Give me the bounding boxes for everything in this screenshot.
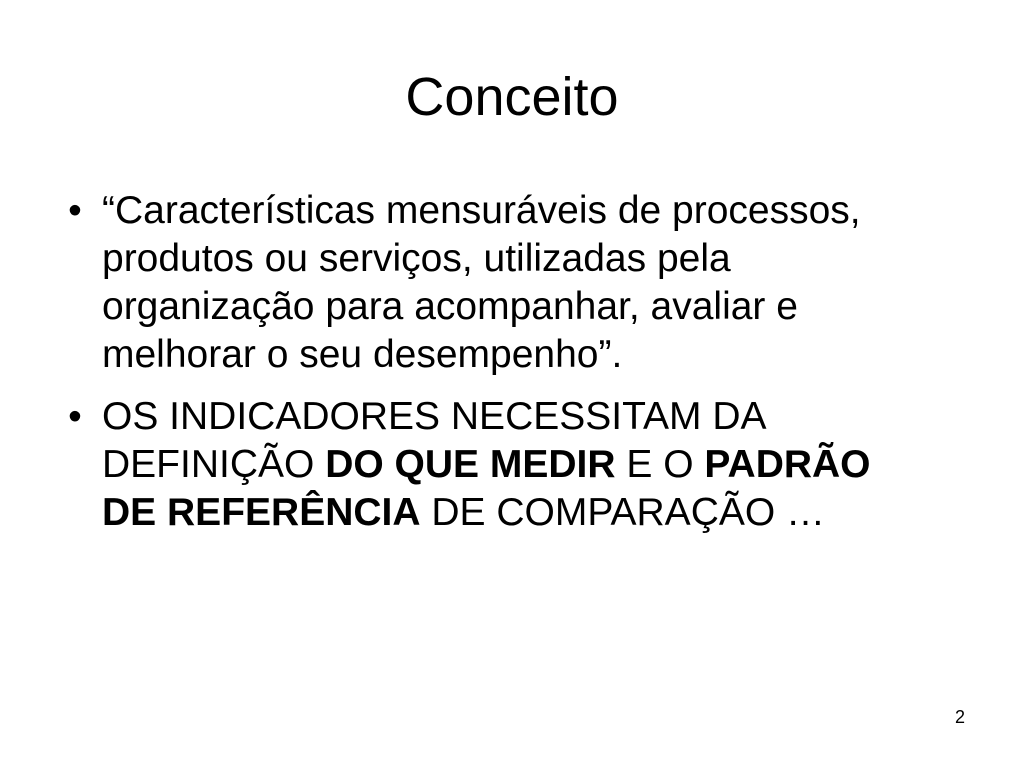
bullet-item-definition: [60, 187, 910, 379]
bullet-text-bold: DO QUE MEDIR: [325, 443, 616, 486]
bullet-item-indicators: [60, 393, 910, 537]
slide-title: Conceito: [405, 67, 619, 127]
bullet-list: [60, 187, 910, 537]
bullet-text-part: OS INDICADORES NECESSITAM DA DEFINIÇÃO: [102, 395, 765, 486]
bullet-icon: •: [68, 395, 82, 438]
bullet-text-part: E O: [615, 443, 705, 486]
bullet-text-part: DE COMPARAÇÃO …: [420, 491, 826, 534]
bullet-icon: •: [68, 189, 82, 232]
bullet-text-bold: PADRÃO DE REFERÊNCIA: [102, 443, 871, 534]
bullet-text: “Características mensuráveis de processos, produtos ou serviços, utilizadas pela organização para acompanhar, avaliar e melhorar o seu desempenho”.: [102, 189, 861, 376]
page-number: 2: [954, 707, 965, 727]
